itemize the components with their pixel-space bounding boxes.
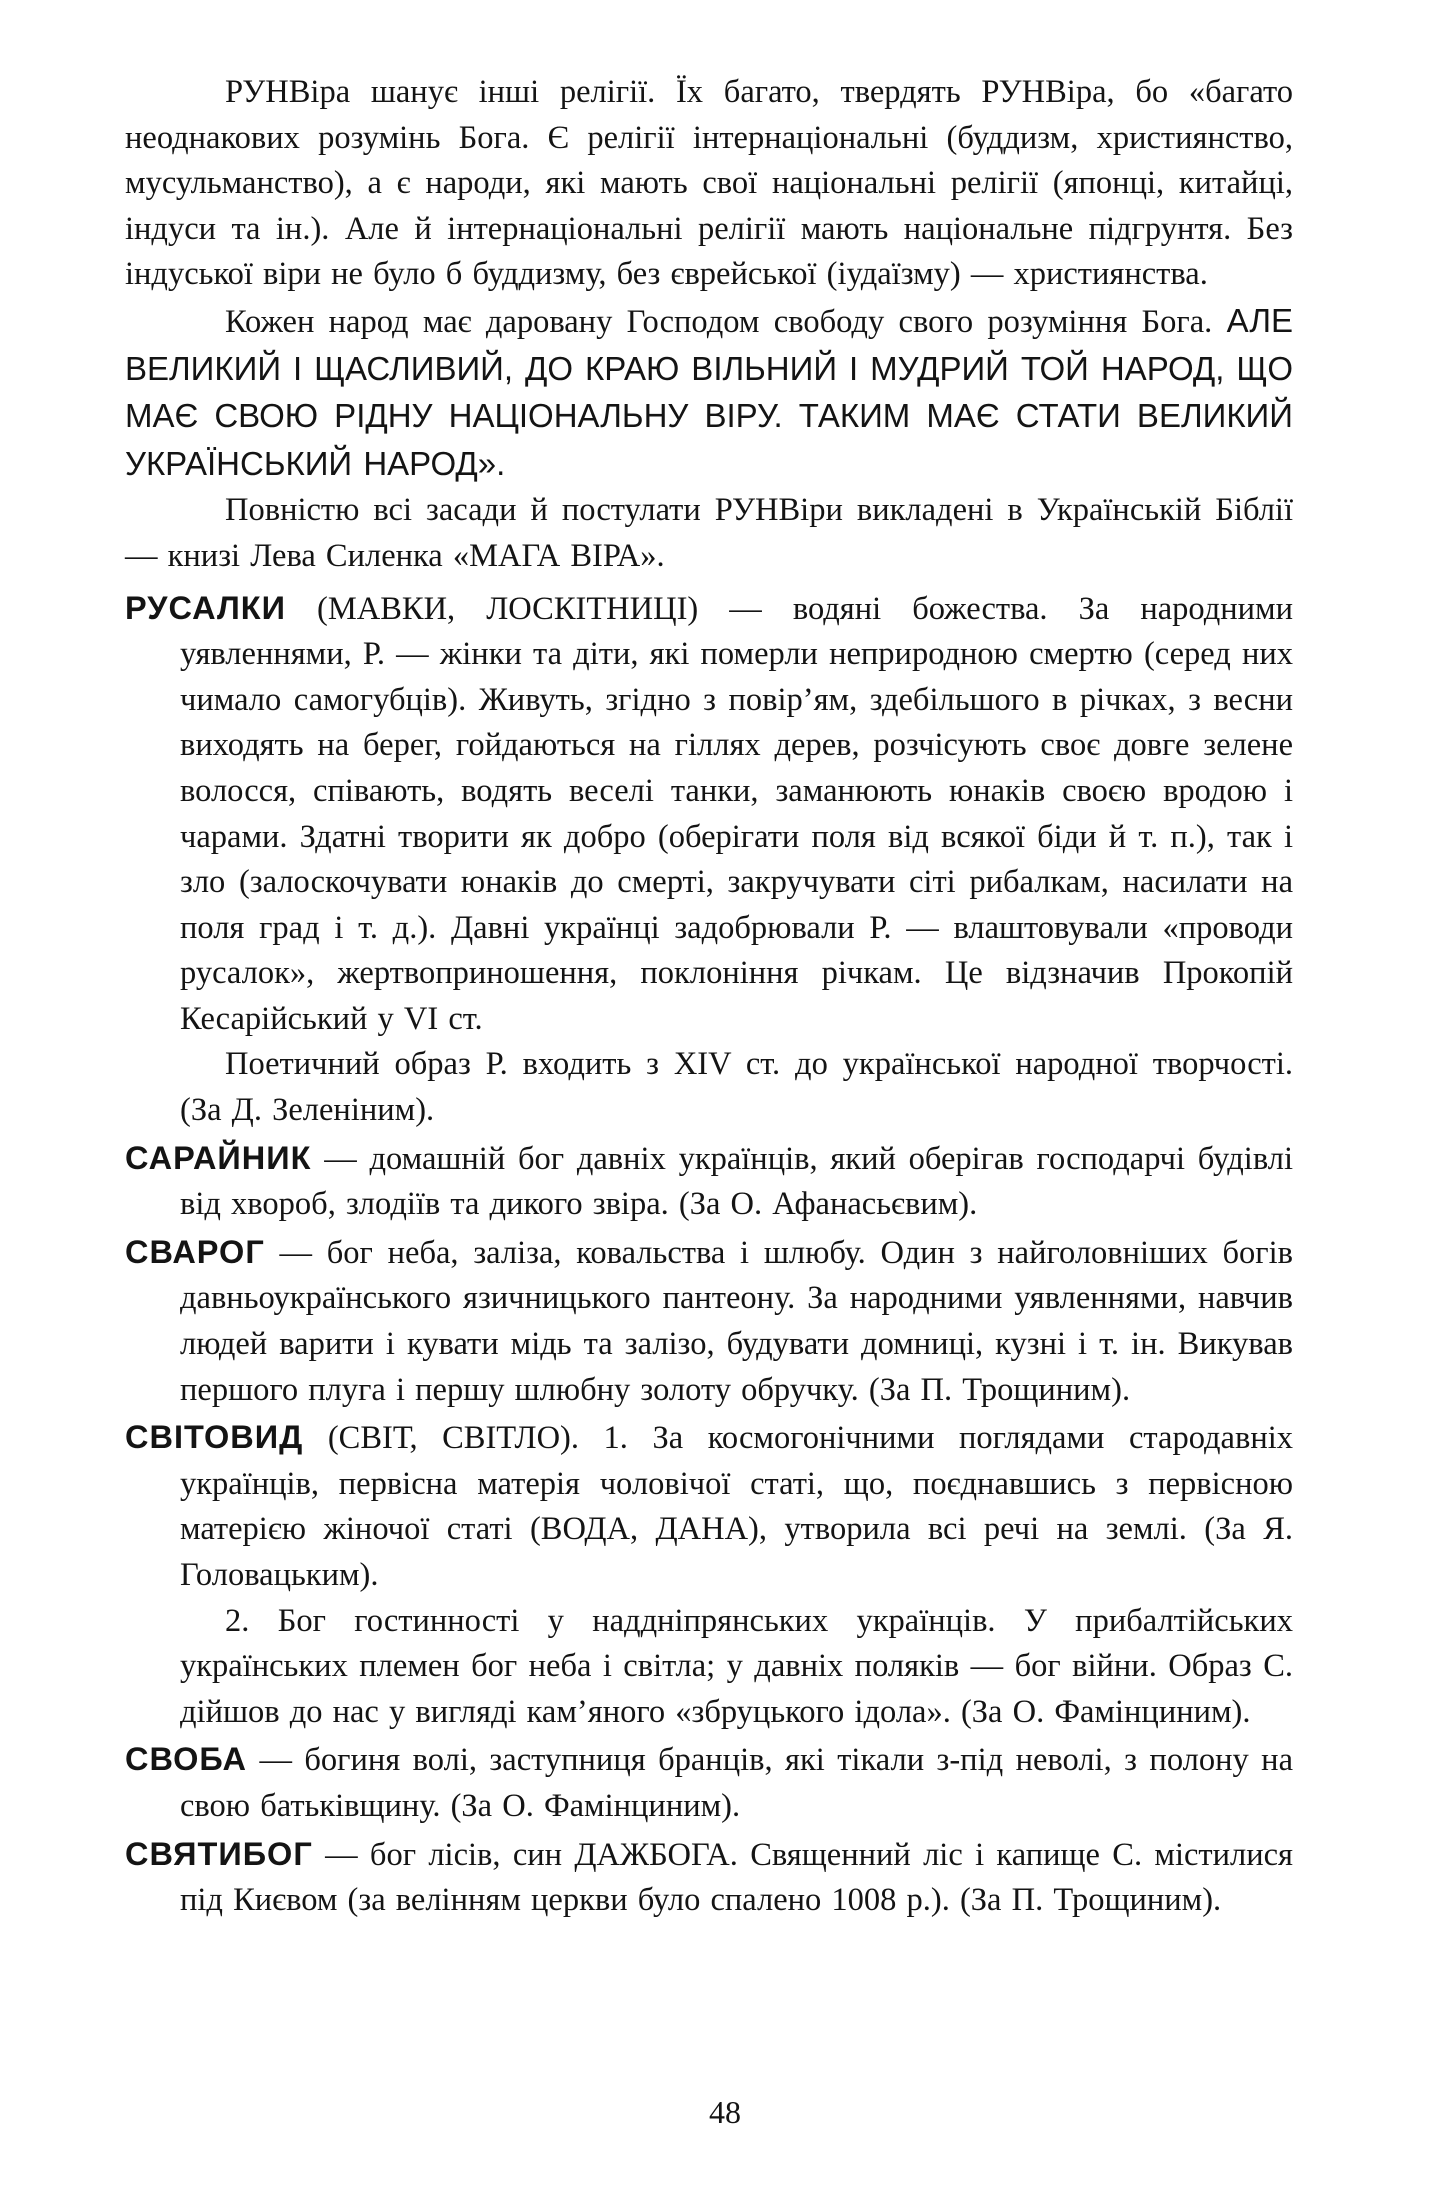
entry-headword: САРАЙНИК: [125, 1139, 312, 1176]
entry-definition: — домашній бог давніх українців, який оберігав господарчі будівлі від хвороб, злодіїв та дикого звіра. (За О. Афанасьєвим).: [180, 1140, 1293, 1223]
entry-svoba: [125, 1737, 1293, 1829]
entry-sarajnyk: [125, 1136, 1293, 1228]
entry-svyatybog: [125, 1832, 1293, 1924]
paragraph-every-nation: [125, 298, 1293, 488]
entry-svitovyd: [125, 1415, 1293, 1598]
entry-definition: (СВІТ, СВІТЛО). 1. За космогонічними поглядами стародавніх українців, первісна матерія чоловічої статі, що, поєднавшись з первісною матерією жіночої статі (ВОДА, ДАНА), утворила всі речі на землі. (За Я. Головацьким).: [180, 1420, 1293, 1593]
entry-definition: (МАВКИ, ЛОСКІТНИЦІ) — водяні божества. За народними уявленнями, Р. — жінки та діти, які померли неприродною смертю (серед них чимало самогубців). Живуть, згідно з повір’ям, здебільшого в річках, з весни виходять на берег, гойдаються на гіллях дерев, розчісують своє довге зелене волосся, співають, водять веселі танки, заманюють юнаків своєю вродою і чарами. Здатні творити як добро (оберігати поля від всякої біди й т. п.), так і зло (залоскочувати юнаків до смерті, закручувати сіті рибалкам, насилати на поля град і т. д.). Давні українці задобрювали Р. — влаштовували «проводи русалок», жертвоприношення, поклоніння річкам. Це відзначив Прокопій Кесарійський у VI ст.: [180, 590, 1293, 1037]
entry-headword: СВАРОГ: [125, 1233, 265, 1270]
entry-definition: — богиня волі, заступниця бранців, які тікали з-під неволі, з полону на свою батьківщину. (За О. Фамінциним).: [180, 1742, 1293, 1824]
entry-definition: — бог лісів, син ДАЖБОГА. Священний ліс і капище С. містилися під Києвом (за велінням церкви було спалено 1008 р.). (За П. Трощиним).: [180, 1836, 1293, 1919]
entry-svarog: [125, 1230, 1293, 1413]
entry-headword: СВІТОВИД: [125, 1419, 304, 1456]
entry-rusalky-continuation: Поетичний образ Р. входить з XIV ст. до української народної творчості. (За Д. Зеленіним).: [180, 1046, 1293, 1129]
page-text: [125, 70, 1293, 1924]
paragraph-every-nation-text: Кожен народ має даровану Господом свободу свого розуміння Бога.: [225, 303, 1213, 340]
entry-headword: СВЯТИБОГ: [125, 1835, 313, 1872]
paragraph-maga-vira: Повністю всі засади й постулати РУНВіри викладені в Українській Біблії — книзі Лева Силенка «МАГА ВІРА».: [125, 492, 1293, 574]
entry-headword: РУСАЛКИ: [125, 589, 286, 626]
entry-headword: СВОБА: [125, 1741, 248, 1778]
paragraph-runvira-religions: РУНВіра шанує інші релігії. Їх багато, твердять РУНВіра, бо «багато неоднакових розумінь Бога. Є релігії інтернаціональні (буддизм, християнство, мусульманство), а є народи, які мають свої національні релігії (японці, китайці, індуси та ін.). Але й інтернаціональні релігії мають національне підгрунтя. Без індуської віри не було б буддизму, без єврейської (іудаїзму) — християнства.: [125, 74, 1293, 293]
entry-svitovyd-continuation: 2. Бог гостинності у наддніпрянських українців. У прибалтійських українських племен бог неба і світла; у давніх поляків — бог війни. Образ С. дійшов до нас у вигляді кам’яного «збруцького ідола». (За О. Фамінциним).: [180, 1602, 1293, 1730]
paragraph-caps-quote: АЛЕ ВЕЛИКИЙ І ЩАСЛИВИЙ, ДО КРАЮ ВІЛЬНИЙ І МУДРИЙ ТОЙ НАРОД, ЩО МАЄ СВОЮ РІДНУ НАЦІОНАЛЬНУ ВІРУ. ТАКИМ МАЄ СТАТИ ВЕЛИКИЙ УКРАЇНСЬКИЙ НАРОД».: [125, 301, 1294, 482]
page-number: 48: [709, 2094, 741, 2130]
entry-rusalky: [125, 586, 1293, 1043]
entry-definition: — бог неба, заліза, ковальства і шлюбу. Один з найголовніших богів давньоукраїнського язичницького пантеону. За народними уявленнями, навчив людей варити і кувати мідь та залізо, будувати домниці, кузні і т. ін. Викував першого плуга і першу шлюбну золоту обручку. (За П. Трощиним).: [180, 1234, 1293, 1408]
